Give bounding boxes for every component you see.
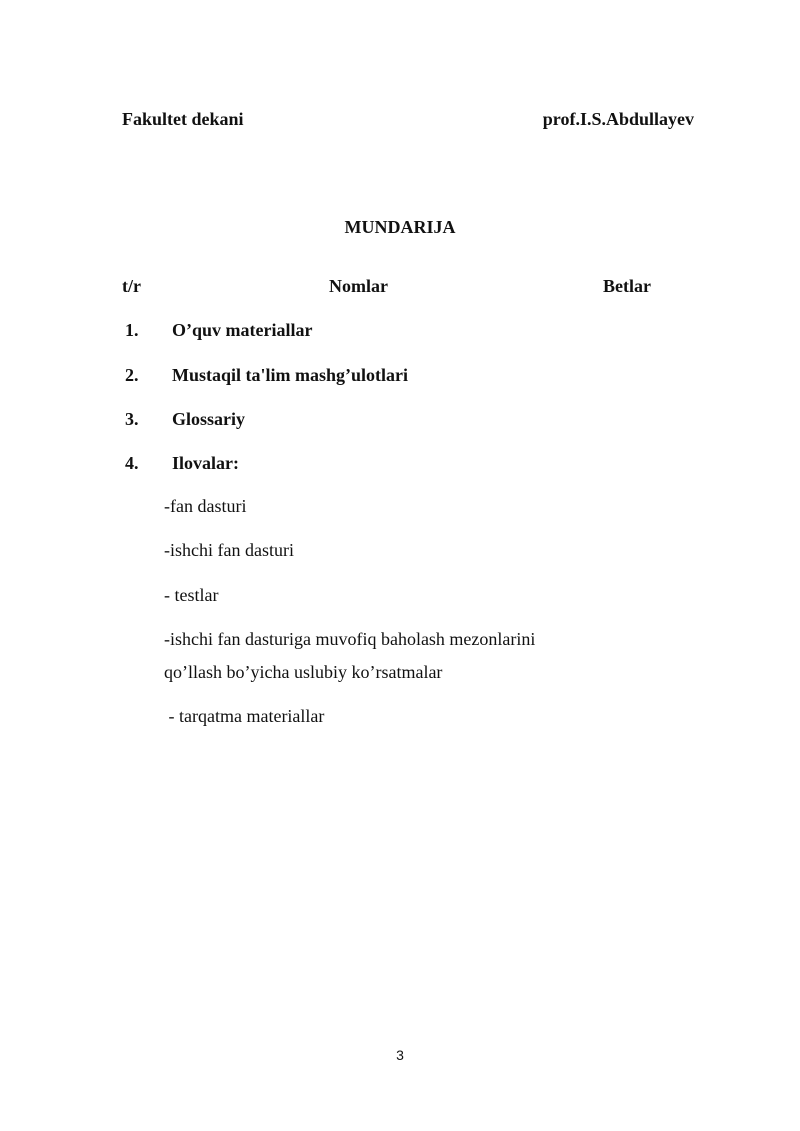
toc-subitem-baholash-line-1: -ishchi fan dasturiga muvofiq baholash mezonlarini bbox=[164, 629, 536, 649]
toc-item-4-text: Ilovalar: bbox=[172, 453, 239, 473]
signer-label: Fakultet dekani bbox=[122, 109, 244, 129]
signer-name: prof.I.S.Abdullayev bbox=[542, 109, 694, 129]
toc-subitem-baholash-line-2: qo’llash bo’yicha uslubiy ko’rsatmalar bbox=[164, 662, 443, 682]
toc-header-page: Betlar bbox=[603, 276, 651, 296]
toc-subitem-testlar: - testlar bbox=[164, 585, 219, 605]
toc-subitem-tarqatma: - tarqatma materiallar bbox=[164, 706, 325, 726]
toc-title: MUNDARIJA bbox=[344, 217, 456, 237]
toc-item-3-number: 3. bbox=[125, 409, 139, 429]
toc-item-1-text: O’quv materiallar bbox=[172, 320, 313, 340]
toc-header-name: Nomlar bbox=[329, 276, 388, 296]
toc-item-3-text: Glossariy bbox=[172, 409, 246, 429]
toc-subitem-fan-dasturi: -fan dasturi bbox=[164, 496, 247, 516]
toc-subitem-ishchi-fan-dasturi: -ishchi fan dasturi bbox=[164, 540, 294, 560]
toc-header-number: t/r bbox=[122, 276, 141, 296]
toc-item-1-number: 1. bbox=[125, 320, 139, 340]
toc-item-4-number: 4. bbox=[125, 453, 139, 473]
page-number: 3 bbox=[396, 1047, 404, 1063]
toc-item-2-number: 2. bbox=[125, 365, 139, 385]
toc-item-2-text: Mustaqil ta'lim mashg’ulotlari bbox=[172, 365, 409, 385]
